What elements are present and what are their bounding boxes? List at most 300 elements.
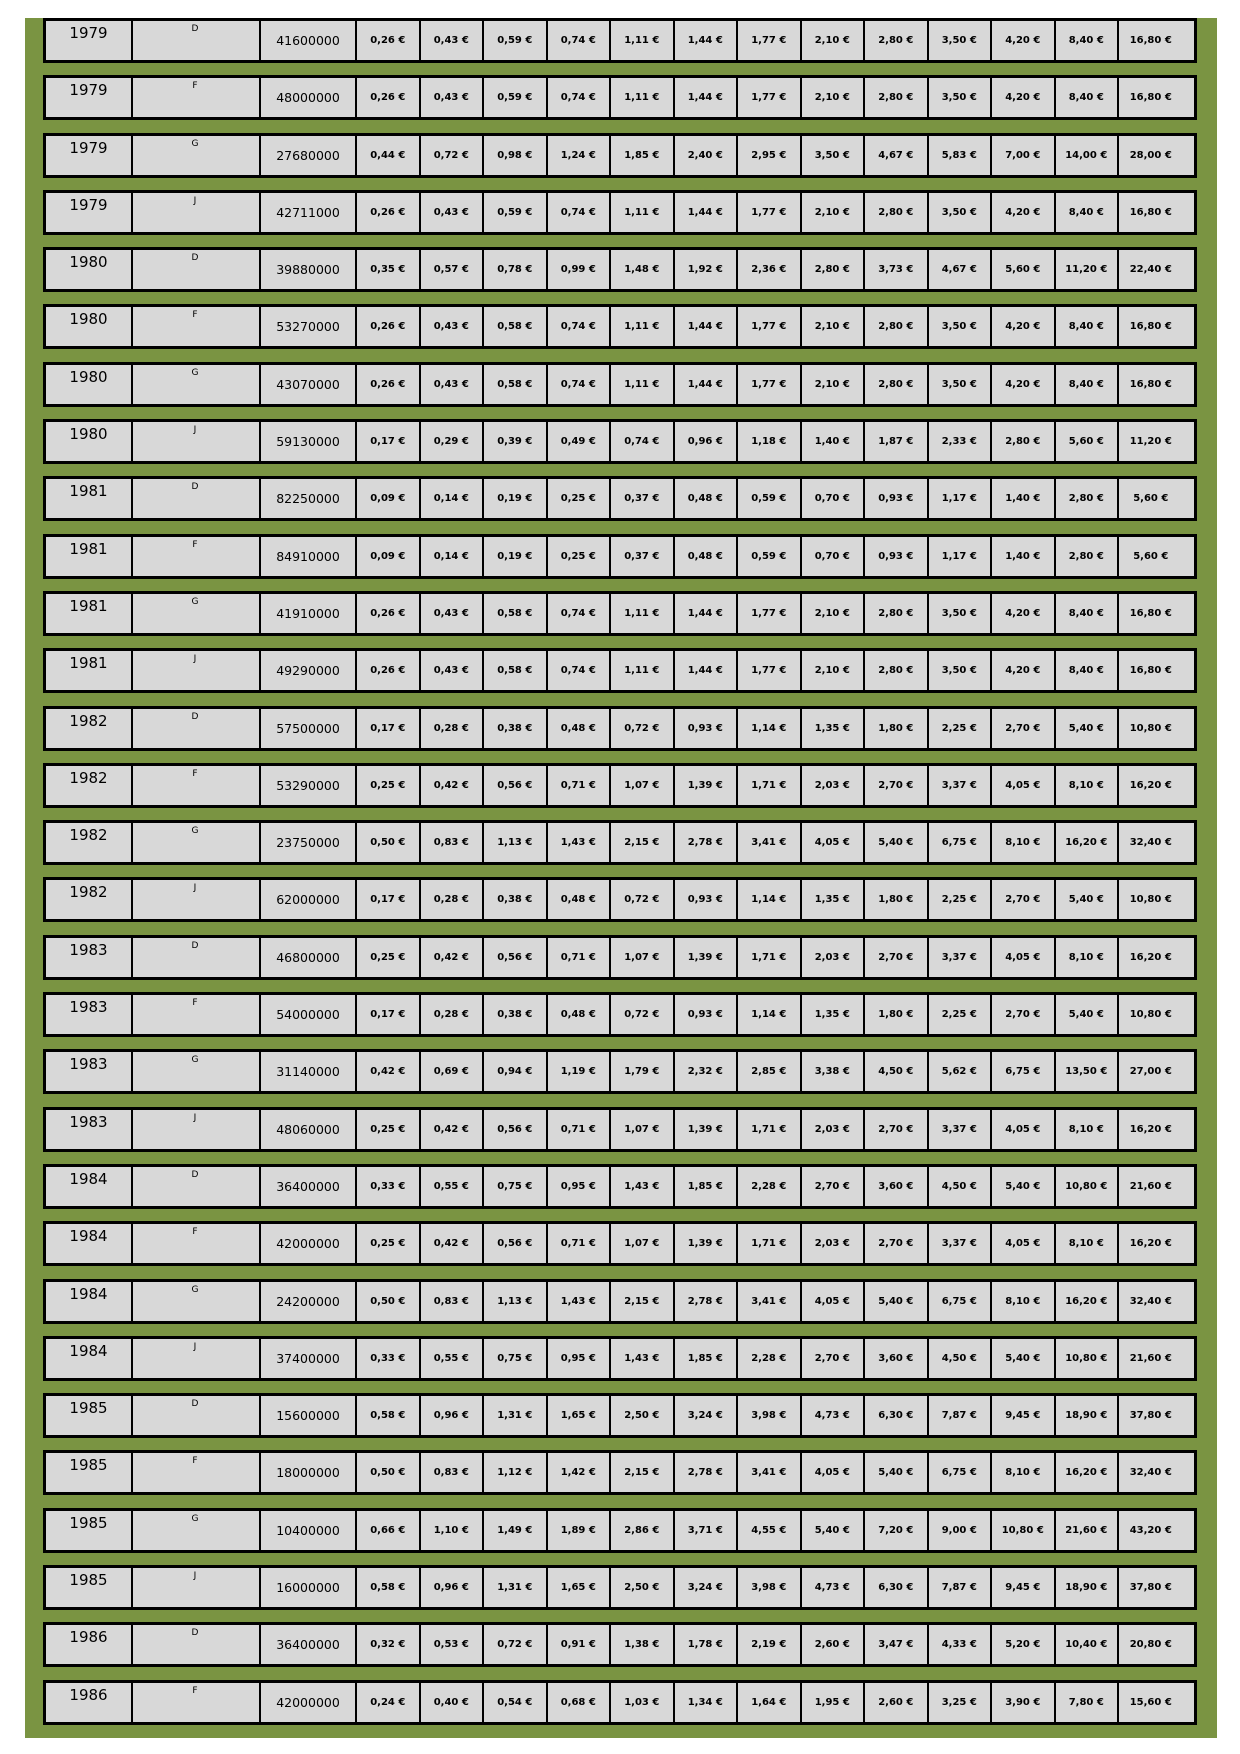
price-cell: 2,03 € bbox=[802, 938, 866, 977]
mint-mark-cell bbox=[133, 1453, 261, 1492]
mint-mark-cell bbox=[133, 594, 261, 633]
price-cell: 0,26 € bbox=[357, 21, 421, 60]
price-cell: 1,14 € bbox=[738, 709, 802, 748]
price-cell: 0,93 € bbox=[865, 537, 929, 576]
table-row bbox=[43, 1622, 1197, 1667]
price-cell: 0,28 € bbox=[421, 995, 485, 1034]
price-cell: 2,95 € bbox=[738, 136, 802, 175]
price-cell: 37,80 € bbox=[1129, 1410, 1172, 1422]
price-cell: 0,32 € bbox=[357, 1625, 421, 1664]
price-cell: 8,40 € bbox=[1056, 651, 1120, 690]
price-cell: 6,75 € bbox=[929, 1282, 993, 1321]
mintage-cell: 82250000 bbox=[261, 479, 357, 518]
year-cell: 1980 bbox=[46, 365, 133, 404]
price-cell: 1,48 € bbox=[611, 250, 675, 289]
mint-mark-label: J bbox=[193, 1112, 197, 1123]
price-cell: 1,87 € bbox=[865, 422, 929, 461]
price-cell: 2,15 € bbox=[611, 823, 675, 862]
price-cell: 1,40 € bbox=[802, 422, 866, 461]
price-cell: 0,39 € bbox=[484, 422, 548, 461]
mint-mark-cell bbox=[133, 422, 261, 461]
price-cell: 3,73 € bbox=[865, 250, 929, 289]
price-cell: 2,10 € bbox=[802, 307, 866, 346]
table-row bbox=[43, 935, 1197, 980]
price-cell: 2,10 € bbox=[802, 651, 866, 690]
price-cell: 3,98 € bbox=[738, 1396, 802, 1435]
price-cell: 0,43 € bbox=[421, 594, 485, 633]
price-cell: 0,70 € bbox=[802, 537, 866, 576]
mint-mark-label: G bbox=[191, 826, 199, 837]
price-cell: 21,60 € bbox=[1129, 1352, 1172, 1364]
price-cell: 1,35 € bbox=[802, 880, 866, 919]
price-cell: 1,11 € bbox=[611, 651, 675, 690]
price-cell: 1,38 € bbox=[611, 1625, 675, 1664]
price-cell: 1,80 € bbox=[865, 709, 929, 748]
year-cell: 1980 bbox=[46, 307, 133, 346]
price-cell: 3,24 € bbox=[675, 1396, 739, 1435]
year-cell: 1985 bbox=[46, 1453, 133, 1492]
price-cell: 4,20 € bbox=[992, 365, 1056, 404]
price-cell: 0,71 € bbox=[548, 938, 612, 977]
price-cell: 16,80 € bbox=[1129, 321, 1172, 333]
price-cell: 3,98 € bbox=[738, 1568, 802, 1607]
price-cell: 5,40 € bbox=[1056, 995, 1120, 1034]
mint-mark-cell bbox=[133, 1511, 261, 1550]
price-cell: 2,80 € bbox=[1056, 479, 1120, 518]
price-cell: 10,80 € bbox=[1129, 722, 1172, 734]
price-cell: 1,17 € bbox=[929, 479, 993, 518]
mintage-cell: 42000000 bbox=[261, 1683, 357, 1722]
price-cell: 8,40 € bbox=[1056, 21, 1120, 60]
price-cell: 8,40 € bbox=[1056, 594, 1120, 633]
price-cell: 1,71 € bbox=[738, 1224, 802, 1263]
price-cell: 1,24 € bbox=[548, 136, 612, 175]
price-cell: 0,69 € bbox=[421, 1052, 485, 1091]
price-cell: 0,96 € bbox=[421, 1396, 485, 1435]
mintage-cell: 54000000 bbox=[261, 995, 357, 1034]
mintage-cell: 24200000 bbox=[261, 1282, 357, 1321]
price-cell: 8,10 € bbox=[1056, 766, 1120, 805]
price-cell: 2,28 € bbox=[738, 1167, 802, 1206]
mintage-cell: 37400000 bbox=[261, 1339, 357, 1378]
price-cell: 10,80 € bbox=[1129, 894, 1172, 906]
price-cell: 16,20 € bbox=[1129, 779, 1172, 791]
price-cell: 2,70 € bbox=[802, 1167, 866, 1206]
price-cell: 0,38 € bbox=[484, 880, 548, 919]
price-cell: 5,40 € bbox=[1056, 709, 1120, 748]
price-cell: 13,50 € bbox=[1056, 1052, 1120, 1091]
price-cell: 0,83 € bbox=[421, 1453, 485, 1492]
price-cell: 11,20 € bbox=[1129, 436, 1172, 448]
price-cell: 3,50 € bbox=[929, 307, 993, 346]
price-cell: 2,80 € bbox=[992, 422, 1056, 461]
price-cell: 4,05 € bbox=[992, 766, 1056, 805]
price-cell: 1,12 € bbox=[484, 1453, 548, 1492]
price-cell: 2,70 € bbox=[992, 995, 1056, 1034]
price-cell: 8,40 € bbox=[1056, 193, 1120, 232]
mint-mark-cell bbox=[133, 365, 261, 404]
table-row bbox=[43, 133, 1197, 178]
year-cell: 1983 bbox=[46, 995, 133, 1034]
price-cell: 0,59 € bbox=[738, 479, 802, 518]
price-cell: 5,40 € bbox=[992, 1167, 1056, 1206]
price-cell: 1,07 € bbox=[611, 766, 675, 805]
price-cell: 0,72 € bbox=[611, 995, 675, 1034]
price-cell: 7,87 € bbox=[929, 1568, 993, 1607]
price-cell: 0,44 € bbox=[357, 136, 421, 175]
price-cell: 0,50 € bbox=[357, 823, 421, 862]
year-cell: 1984 bbox=[46, 1339, 133, 1378]
price-cell: 2,86 € bbox=[611, 1511, 675, 1550]
mint-mark-cell bbox=[133, 193, 261, 232]
mint-mark-cell bbox=[133, 1282, 261, 1321]
price-cell: 1,35 € bbox=[802, 995, 866, 1034]
price-cell: 0,55 € bbox=[421, 1167, 485, 1206]
price-cell: 1,43 € bbox=[548, 823, 612, 862]
mintage-cell: 42000000 bbox=[261, 1224, 357, 1263]
price-cell: 27,00 € bbox=[1129, 1066, 1172, 1078]
price-cell: 1,77 € bbox=[738, 21, 802, 60]
mint-mark-cell bbox=[133, 1396, 261, 1435]
price-cell: 0,58 € bbox=[357, 1396, 421, 1435]
table-row bbox=[43, 763, 1197, 808]
table-row bbox=[43, 534, 1197, 579]
mintage-cell: 84910000 bbox=[261, 537, 357, 576]
year-cell: 1981 bbox=[46, 594, 133, 633]
mintage-cell: 43070000 bbox=[261, 365, 357, 404]
price-cell: 1,65 € bbox=[548, 1568, 612, 1607]
price-cell: 20,80 € bbox=[1129, 1639, 1172, 1651]
year-cell: 1979 bbox=[46, 78, 133, 117]
year-cell: 1982 bbox=[46, 823, 133, 862]
mintage-cell: 27680000 bbox=[261, 136, 357, 175]
price-cell: 1,10 € bbox=[421, 1511, 485, 1550]
price-cell: 3,47 € bbox=[865, 1625, 929, 1664]
table-row bbox=[43, 648, 1197, 693]
price-cell: 0,95 € bbox=[548, 1339, 612, 1378]
table-row bbox=[43, 1049, 1197, 1094]
price-cell: 0,93 € bbox=[675, 880, 739, 919]
price-cell: 4,05 € bbox=[802, 1282, 866, 1321]
price-cell: 0,56 € bbox=[484, 766, 548, 805]
price-cell: 1,92 € bbox=[675, 250, 739, 289]
price-cell: 0,25 € bbox=[357, 1224, 421, 1263]
price-cell: 8,40 € bbox=[1056, 307, 1120, 346]
price-cell: 1,85 € bbox=[611, 136, 675, 175]
price-cell: 1,44 € bbox=[675, 365, 739, 404]
mint-mark-label: G bbox=[191, 596, 199, 607]
price-cell: 0,48 € bbox=[675, 479, 739, 518]
price-cell: 2,33 € bbox=[929, 422, 993, 461]
mint-mark-cell bbox=[133, 1683, 261, 1722]
price-cell: 7,87 € bbox=[929, 1396, 993, 1435]
price-cell: 0,29 € bbox=[421, 422, 485, 461]
price-cell: 0,93 € bbox=[865, 479, 929, 518]
price-cell: 0,55 € bbox=[421, 1339, 485, 1378]
mint-mark-label: J bbox=[193, 654, 197, 665]
price-cell: 21,60 € bbox=[1056, 1511, 1120, 1550]
price-cell: 0,49 € bbox=[548, 422, 612, 461]
price-cell: 5,60 € bbox=[1133, 493, 1169, 505]
year-cell: 1984 bbox=[46, 1282, 133, 1321]
mint-mark-label: G bbox=[191, 138, 199, 149]
price-cell: 5,60 € bbox=[992, 250, 1056, 289]
price-cell: 1,40 € bbox=[992, 537, 1056, 576]
price-cell: 0,56 € bbox=[484, 938, 548, 977]
price-cell: 1,17 € bbox=[929, 537, 993, 576]
price-cell: 0,43 € bbox=[421, 307, 485, 346]
table-row bbox=[43, 75, 1197, 120]
price-cell: 10,80 € bbox=[1056, 1167, 1120, 1206]
price-cell: 1,64 € bbox=[738, 1683, 802, 1722]
table-row bbox=[43, 591, 1197, 636]
price-cell: 2,10 € bbox=[802, 78, 866, 117]
price-cell: 4,20 € bbox=[992, 21, 1056, 60]
year-cell: 1981 bbox=[46, 537, 133, 576]
price-cell: 1,39 € bbox=[675, 1110, 739, 1149]
mintage-cell: 10400000 bbox=[261, 1511, 357, 1550]
price-cell: 9,45 € bbox=[992, 1568, 1056, 1607]
price-cell: 0,43 € bbox=[421, 21, 485, 60]
price-cell: 2,25 € bbox=[929, 995, 993, 1034]
mintage-cell: 41910000 bbox=[261, 594, 357, 633]
price-cell: 3,71 € bbox=[675, 1511, 739, 1550]
price-cell: 2,70 € bbox=[865, 1224, 929, 1263]
mint-mark-label: F bbox=[192, 81, 198, 92]
price-cell: 16,80 € bbox=[1129, 92, 1172, 104]
price-cell: 5,40 € bbox=[865, 1453, 929, 1492]
price-cell: 0,37 € bbox=[611, 537, 675, 576]
mint-mark-label: D bbox=[191, 24, 199, 34]
price-cell: 1,13 € bbox=[484, 1282, 548, 1321]
table-row bbox=[43, 1680, 1197, 1725]
price-cell: 0,66 € bbox=[357, 1511, 421, 1550]
price-cell: 1,40 € bbox=[992, 479, 1056, 518]
price-cell: 2,70 € bbox=[802, 1339, 866, 1378]
price-cell: 2,78 € bbox=[675, 1453, 739, 1492]
table-row bbox=[43, 1450, 1197, 1495]
table-row bbox=[43, 362, 1197, 407]
price-cell: 0,59 € bbox=[484, 21, 548, 60]
price-cell: 2,28 € bbox=[738, 1339, 802, 1378]
price-cell: 2,10 € bbox=[802, 594, 866, 633]
price-cell: 0,25 € bbox=[548, 537, 612, 576]
mint-mark-cell bbox=[133, 1339, 261, 1378]
price-cell: 18,90 € bbox=[1056, 1568, 1120, 1607]
year-cell: 1980 bbox=[46, 422, 133, 461]
price-cell: 1,19 € bbox=[548, 1052, 612, 1091]
price-cell: 0,42 € bbox=[421, 1110, 485, 1149]
price-cell: 0,94 € bbox=[484, 1052, 548, 1091]
price-cell: 8,10 € bbox=[992, 1453, 1056, 1492]
price-cell: 0,74 € bbox=[548, 651, 612, 690]
mint-mark-label: D bbox=[191, 1169, 199, 1180]
table-row bbox=[43, 877, 1197, 922]
price-cell: 1,44 € bbox=[675, 307, 739, 346]
price-cell: 6,75 € bbox=[929, 1453, 993, 1492]
price-cell: 8,10 € bbox=[1056, 938, 1120, 977]
table-row bbox=[43, 820, 1197, 865]
price-cell: 0,43 € bbox=[421, 365, 485, 404]
table-row bbox=[43, 247, 1197, 292]
price-cell: 5,60 € bbox=[1133, 550, 1169, 562]
price-cell: 0,96 € bbox=[675, 422, 739, 461]
mint-mark-label: G bbox=[191, 1513, 199, 1524]
price-cell: 1,77 € bbox=[738, 193, 802, 232]
price-cell: 16,20 € bbox=[1129, 1238, 1172, 1250]
price-cell: 0,72 € bbox=[611, 880, 675, 919]
mint-mark-cell bbox=[133, 709, 261, 748]
price-cell: 4,05 € bbox=[992, 938, 1056, 977]
price-cell: 0,93 € bbox=[675, 709, 739, 748]
price-cell: 4,33 € bbox=[929, 1625, 993, 1664]
price-cell: 1,14 € bbox=[738, 880, 802, 919]
price-cell: 0,17 € bbox=[357, 709, 421, 748]
year-cell: 1982 bbox=[46, 880, 133, 919]
price-cell: 2,80 € bbox=[802, 250, 866, 289]
table-row bbox=[43, 992, 1197, 1037]
price-cell: 0,59 € bbox=[484, 193, 548, 232]
price-cell: 1,80 € bbox=[865, 995, 929, 1034]
price-cell: 0,37 € bbox=[611, 479, 675, 518]
price-cell: 2,70 € bbox=[865, 1110, 929, 1149]
mintage-cell: 18000000 bbox=[261, 1453, 357, 1492]
year-cell: 1979 bbox=[46, 193, 133, 232]
price-cell: 3,50 € bbox=[929, 193, 993, 232]
price-cell: 1,77 € bbox=[738, 365, 802, 404]
price-cell: 9,00 € bbox=[929, 1511, 993, 1550]
price-cell: 16,80 € bbox=[1129, 206, 1172, 218]
mint-mark-cell bbox=[133, 766, 261, 805]
price-cell: 3,50 € bbox=[802, 136, 866, 175]
price-cell: 1,11 € bbox=[611, 193, 675, 232]
mint-mark-label: G bbox=[191, 1055, 199, 1066]
price-cell: 16,80 € bbox=[1129, 378, 1172, 390]
mintage-cell: 53290000 bbox=[261, 766, 357, 805]
price-cell: 3,50 € bbox=[929, 651, 993, 690]
price-cell: 0,83 € bbox=[421, 1282, 485, 1321]
price-cell: 0,74 € bbox=[611, 422, 675, 461]
price-cell: 0,14 € bbox=[421, 537, 485, 576]
price-cell: 0,28 € bbox=[421, 880, 485, 919]
mint-mark-label: F bbox=[192, 310, 198, 321]
price-cell: 0,58 € bbox=[484, 594, 548, 633]
price-cell: 0,09 € bbox=[357, 537, 421, 576]
year-cell: 1983 bbox=[46, 938, 133, 977]
price-cell: 2,85 € bbox=[738, 1052, 802, 1091]
mint-mark-cell bbox=[133, 1167, 261, 1206]
price-cell: 4,20 € bbox=[992, 594, 1056, 633]
price-cell: 2,10 € bbox=[802, 21, 866, 60]
price-cell: 0,14 € bbox=[421, 479, 485, 518]
price-cell: 0,33 € bbox=[357, 1339, 421, 1378]
price-cell: 5,60 € bbox=[1056, 422, 1120, 461]
price-cell: 4,20 € bbox=[992, 78, 1056, 117]
price-cell: 3,25 € bbox=[929, 1683, 993, 1722]
price-cell: 0,54 € bbox=[484, 1683, 548, 1722]
price-cell: 2,80 € bbox=[865, 365, 929, 404]
table-row bbox=[43, 706, 1197, 751]
year-cell: 1981 bbox=[46, 651, 133, 690]
price-cell: 3,50 € bbox=[929, 594, 993, 633]
mintage-cell: 36400000 bbox=[261, 1167, 357, 1206]
price-cell: 1,11 € bbox=[611, 307, 675, 346]
price-cell: 1,44 € bbox=[675, 78, 739, 117]
price-cell: 1,43 € bbox=[548, 1282, 612, 1321]
price-cell: 1,49 € bbox=[484, 1511, 548, 1550]
price-cell: 0,59 € bbox=[738, 537, 802, 576]
price-cell: 3,41 € bbox=[738, 823, 802, 862]
price-cell: 2,03 € bbox=[802, 1224, 866, 1263]
price-cell: 1,77 € bbox=[738, 78, 802, 117]
price-cell: 1,85 € bbox=[675, 1167, 739, 1206]
price-cell: 0,38 € bbox=[484, 709, 548, 748]
price-cell: 1,77 € bbox=[738, 594, 802, 633]
mint-mark-label: D bbox=[191, 482, 199, 493]
price-cell: 4,67 € bbox=[929, 250, 993, 289]
price-cell: 2,80 € bbox=[865, 193, 929, 232]
price-cell: 3,38 € bbox=[802, 1052, 866, 1091]
price-cell: 0,17 € bbox=[357, 995, 421, 1034]
price-cell: 2,36 € bbox=[738, 250, 802, 289]
price-cell: 9,45 € bbox=[992, 1396, 1056, 1435]
price-cell: 0,25 € bbox=[357, 766, 421, 805]
price-cell: 2,80 € bbox=[1056, 537, 1120, 576]
price-cell: 0,70 € bbox=[802, 479, 866, 518]
year-cell: 1984 bbox=[46, 1224, 133, 1263]
price-cell: 0,91 € bbox=[548, 1625, 612, 1664]
price-cell: 6,75 € bbox=[929, 823, 993, 862]
mint-mark-label: J bbox=[193, 425, 197, 436]
price-cell: 1,71 € bbox=[738, 1110, 802, 1149]
price-cell: 0,19 € bbox=[484, 479, 548, 518]
mint-mark-cell bbox=[133, 823, 261, 862]
price-cell: 0,58 € bbox=[484, 365, 548, 404]
price-cell: 1,18 € bbox=[738, 422, 802, 461]
price-cell: 0,58 € bbox=[357, 1568, 421, 1607]
price-cell: 1,34 € bbox=[675, 1683, 739, 1722]
price-cell: 7,80 € bbox=[1056, 1683, 1120, 1722]
mint-mark-cell bbox=[133, 21, 261, 60]
price-cell: 0,53 € bbox=[421, 1625, 485, 1664]
price-cell: 32,40 € bbox=[1129, 837, 1172, 849]
price-cell: 3,90 € bbox=[992, 1683, 1056, 1722]
price-cell: 0,26 € bbox=[357, 307, 421, 346]
mint-mark-label: F bbox=[192, 768, 198, 779]
price-cell: 37,80 € bbox=[1129, 1582, 1172, 1594]
price-cell: 0,74 € bbox=[548, 78, 612, 117]
price-cell: 2,10 € bbox=[802, 193, 866, 232]
mint-mark-label: F bbox=[192, 1227, 198, 1238]
mint-mark-label: J bbox=[193, 883, 197, 894]
price-cell: 6,75 € bbox=[992, 1052, 1056, 1091]
price-cell: 2,78 € bbox=[675, 1282, 739, 1321]
price-cell: 11,20 € bbox=[1056, 250, 1120, 289]
price-cell: 1,07 € bbox=[611, 938, 675, 977]
price-cell: 3,37 € bbox=[929, 766, 993, 805]
mint-mark-cell bbox=[133, 1110, 261, 1149]
price-cell: 2,80 € bbox=[865, 594, 929, 633]
mint-mark-cell bbox=[133, 651, 261, 690]
year-cell: 1981 bbox=[46, 479, 133, 518]
price-cell: 1,44 € bbox=[675, 651, 739, 690]
price-cell: 0,38 € bbox=[484, 995, 548, 1034]
table-row bbox=[43, 1393, 1197, 1438]
price-cell: 1,44 € bbox=[675, 21, 739, 60]
price-cell: 2,78 € bbox=[675, 823, 739, 862]
price-cell: 1,11 € bbox=[611, 365, 675, 404]
price-cell: 3,41 € bbox=[738, 1282, 802, 1321]
